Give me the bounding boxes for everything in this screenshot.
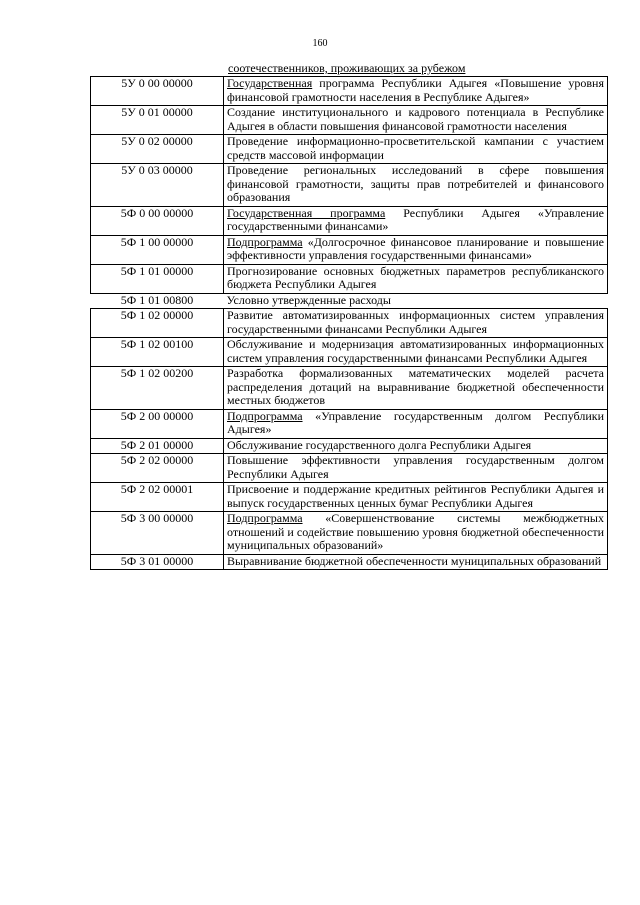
row-code: 5Ф 0 00 00000 xyxy=(91,206,224,235)
row-name xyxy=(224,309,608,338)
row-name-text: Проведение информационно-просветительской кампании с участием средств массовой информации xyxy=(227,134,604,162)
row-name-text: Выравнивание бюджетной обеспеченности муниципальных образований xyxy=(227,553,602,568)
row-code: 5Ф 2 02 00001 xyxy=(91,483,224,512)
row-code: 5Ф 2 01 00000 xyxy=(91,438,224,454)
row-code: 5Ф 1 02 00000 xyxy=(91,309,224,338)
budget-classification-table xyxy=(90,76,608,570)
table-row xyxy=(91,206,608,235)
row-name-text: Обслуживание государственного долга Республики Адыгея xyxy=(227,437,532,452)
row-code: 5Ф 3 00 00000 xyxy=(91,512,224,555)
row-name xyxy=(224,135,608,164)
row-name xyxy=(224,164,608,207)
row-name-prefix: Подпрограмма xyxy=(227,408,303,423)
row-name xyxy=(224,264,608,293)
row-name xyxy=(224,77,608,106)
row-code: 5Ф 1 01 00800 xyxy=(91,293,224,309)
row-code: 5Ф 2 02 00000 xyxy=(91,454,224,483)
row-name xyxy=(224,235,608,264)
row-name xyxy=(224,106,608,135)
row-name-text: Повышение эффективности управления государственным долгом Республики Адыгея xyxy=(227,453,604,481)
row-code: 5У 0 01 00000 xyxy=(91,106,224,135)
row-name-prefix: Государственная программа xyxy=(227,205,386,220)
row-code: 5Ф 1 02 00100 xyxy=(91,338,224,367)
table-row xyxy=(91,454,608,483)
row-name xyxy=(224,554,608,570)
row-name xyxy=(224,409,608,438)
row-name-text: «Совершенствование системы межбюджетных отношений и содействие повышению уровня бюджетной обеспеченности муниципальных образований» xyxy=(227,511,604,552)
table-row xyxy=(91,309,608,338)
table-row xyxy=(91,409,608,438)
row-code: 5Ф 3 01 00000 xyxy=(91,554,224,570)
table-row xyxy=(91,264,608,293)
row-name xyxy=(224,483,608,512)
row-name-text: Условно утвержденные расходы xyxy=(226,292,391,307)
row-code: 5Ф 1 00 00000 xyxy=(91,235,224,264)
table-row xyxy=(91,135,608,164)
row-code: 5У 0 00 00000 xyxy=(91,77,224,106)
row-name-text: Республики Адыгея «Управление государственными финансами» xyxy=(227,205,604,233)
table-row xyxy=(91,164,608,207)
table-row xyxy=(91,438,608,454)
table-row xyxy=(91,554,608,570)
table-row xyxy=(91,512,608,555)
table-row xyxy=(91,338,608,367)
row-name xyxy=(224,338,608,367)
row-code: 5У 0 03 00000 xyxy=(91,164,224,207)
page-number: 160 xyxy=(312,38,328,49)
row-name-text: «Долгосрочное финансовое планирование и повышение эффективности управления государственными финансами» xyxy=(227,234,604,262)
table-row xyxy=(91,293,608,309)
row-name xyxy=(224,512,608,555)
row-name-prefix: Государственная xyxy=(227,76,313,90)
row-name-text: программа Республики Адыгея «Повышение уровня финансовой грамотности населения в Республике Адыгея» xyxy=(227,76,604,104)
row-name-text: Проведение региональных исследований в сфере повышения финансовой грамотности, защиты прав потребителей и финансового образования xyxy=(227,163,604,204)
row-name-text: «Управление государственным долгом Республики Адыгея» xyxy=(227,408,604,436)
table-row xyxy=(91,483,608,512)
row-name xyxy=(224,293,608,309)
table-row xyxy=(91,235,608,264)
table-row xyxy=(91,106,608,135)
row-name-prefix: Подпрограмма xyxy=(227,234,303,249)
row-name-text: Обслуживание и модернизация автоматизированных информационных систем управления государственными финансами Республики Адыгея xyxy=(227,337,604,365)
row-name-text: Присвоение и поддержание кредитных рейтингов Республики Адыгея и выпуск государственных ценных бумаг Республики Адыгея xyxy=(227,482,604,510)
table-row xyxy=(91,77,608,106)
row-name xyxy=(224,367,608,410)
table-row xyxy=(91,367,608,410)
row-name xyxy=(224,438,608,454)
row-code: 5Ф 2 00 00000 xyxy=(91,409,224,438)
row-code: 5У 0 02 00000 xyxy=(91,135,224,164)
row-name-text: Создание институционального и кадрового потенциала в Республике Адыгея в области повышения финансовой грамотности населения xyxy=(227,105,604,133)
row-name-prefix: Подпрограмма xyxy=(227,511,303,525)
row-code: 5Ф 1 02 00200 xyxy=(91,367,224,410)
row-name-text: Прогнозирование основных бюджетных параметров республиканского бюджета Республики Адыгея xyxy=(227,263,604,291)
row-name xyxy=(224,454,608,483)
row-name xyxy=(224,206,608,235)
row-name-text: Развитие автоматизированных информационных систем управления государственными финансами Республики Адыгея xyxy=(227,308,604,336)
continued-text: соотечественников, проживающих за рубежом xyxy=(228,61,466,75)
row-code: 5Ф 1 01 00000 xyxy=(91,264,224,293)
row-name-text: Разработка формализованных математических моделей расчета распределения дотаций на выравнивание бюджетной обеспеченности местных бюджетов xyxy=(227,366,604,407)
